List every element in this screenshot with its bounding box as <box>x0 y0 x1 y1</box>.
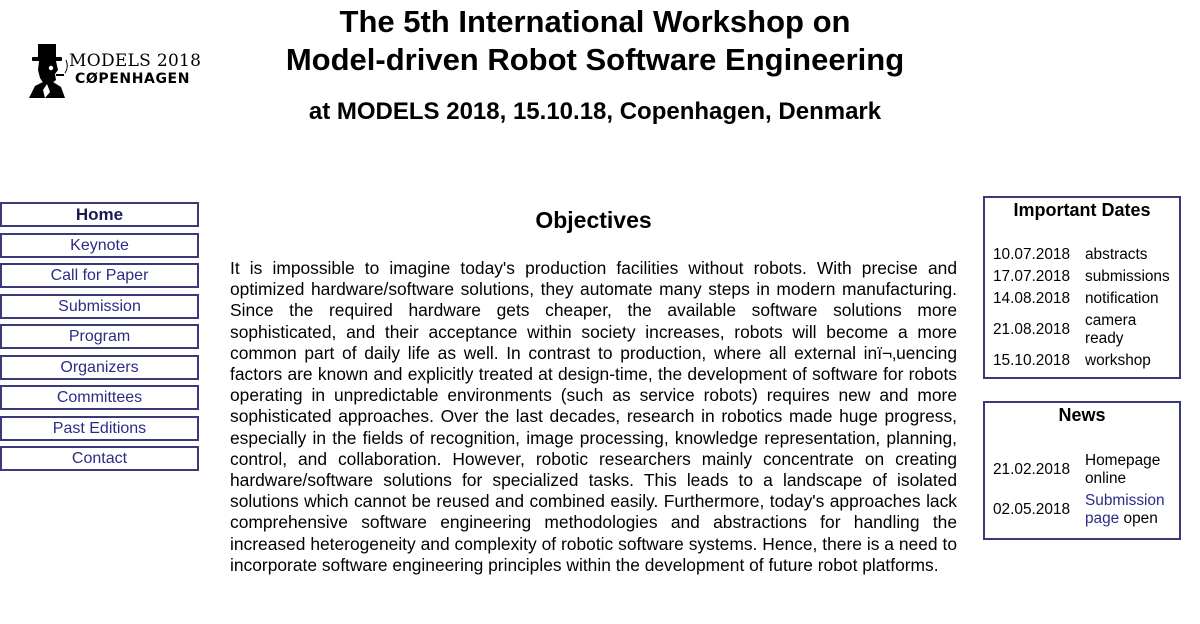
submission-page-link[interactable]: Submission page <box>1085 492 1165 527</box>
page-title <box>200 0 990 79</box>
main-content <box>230 204 957 576</box>
nav-keynote[interactable]: Keynote <box>0 233 199 258</box>
logo-line-2: CØPENHAGEN <box>75 71 191 87</box>
table-row <box>993 288 1170 310</box>
date-cell: 02.05.2018 <box>993 501 1071 518</box>
table-row <box>993 350 1170 372</box>
date-cell: 15.10.2018 <box>993 352 1071 369</box>
date-cell: 21.02.2018 <box>993 461 1071 478</box>
nav-program[interactable]: Program <box>0 324 199 349</box>
event-cell: workshop <box>1085 352 1151 369</box>
table-row <box>993 266 1170 288</box>
page-header <box>200 0 990 127</box>
table-row <box>993 490 1173 530</box>
date-cell: 21.08.2018 <box>993 321 1071 338</box>
workshop-logo[interactable] <box>25 40 202 100</box>
title-line-1: The 5th International Workshop on <box>339 4 851 39</box>
objectives-paragraph: It is impossible to imagine today's production facilities without robots. With precise and optimized hardware/software solutions, they automate many steps in modern manufacturing. Since the required hardware gets cheaper, the available software solutions more sophisticated, and their acceptance within society increases, robots will become a more common part of daily life as well. In contrast to production, where all external inï¬‚uencing factors are known and explicitly treated at design-time, the development of software for robots operating in unpredictable environments (such as service robots) requires new and more sophisticated approaches. Over the last decades, research in robotics made huge progress, especially in the fields of recognition, image processing, knowledge representation, planning, control, and collaboration. However, robotic researchers mainly concentrate on creating hardware/software solutions for specialized tasks. This leads to a landscape of isolated solutions which cannot be reused and combined easily. Furthermore, today's approaches lack comprehensive software engineering methodologies and abstractions for handling the increased heterogeneity and complexity of robotic software systems. Hence, there is a need to incorporate software engineering principles within the development of future robot platforms. <box>230 258 957 575</box>
event-cell: notification <box>1085 290 1159 307</box>
important-dates-box <box>983 196 1181 379</box>
event-cell: submissions <box>1085 268 1170 285</box>
news-box <box>983 401 1181 540</box>
left-nav <box>0 202 199 477</box>
news-title: News <box>1058 405 1106 425</box>
important-dates-table <box>993 244 1170 372</box>
important-dates-title: Important Dates <box>1013 200 1151 220</box>
nav-submission[interactable]: Submission <box>0 294 199 319</box>
event-cell: camera ready <box>1085 312 1137 347</box>
news-text-suffix: open <box>1119 510 1158 527</box>
date-cell: 10.07.2018 <box>993 246 1071 263</box>
news-text <box>1085 490 1173 530</box>
date-cell: 17.07.2018 <box>993 268 1071 285</box>
nav-contact[interactable]: Contact <box>0 446 199 471</box>
title-line-2: Model-driven Robot Software Engineering <box>285 42 905 77</box>
table-row <box>993 450 1173 490</box>
nav-organizers[interactable]: Organizers <box>0 355 199 380</box>
event-cell: abstracts <box>1085 246 1148 263</box>
news-text: Homepage online <box>1085 452 1161 487</box>
page-subtitle: at MODELS 2018, 15.10.18, Copenhagen, Denmark <box>308 98 882 125</box>
date-cell: 14.08.2018 <box>993 290 1071 307</box>
table-row <box>993 310 1170 350</box>
logo-line-1: MODELS 2018 <box>69 51 202 71</box>
section-heading: Objectives <box>535 207 652 233</box>
nav-past-editions[interactable]: Past Editions <box>0 416 199 441</box>
table-row <box>993 244 1170 266</box>
nav-call-for-paper[interactable]: Call for Paper <box>0 263 199 288</box>
nav-committees[interactable]: Committees <box>0 385 199 410</box>
news-table <box>993 450 1173 530</box>
nav-home[interactable]: Home <box>0 202 199 227</box>
